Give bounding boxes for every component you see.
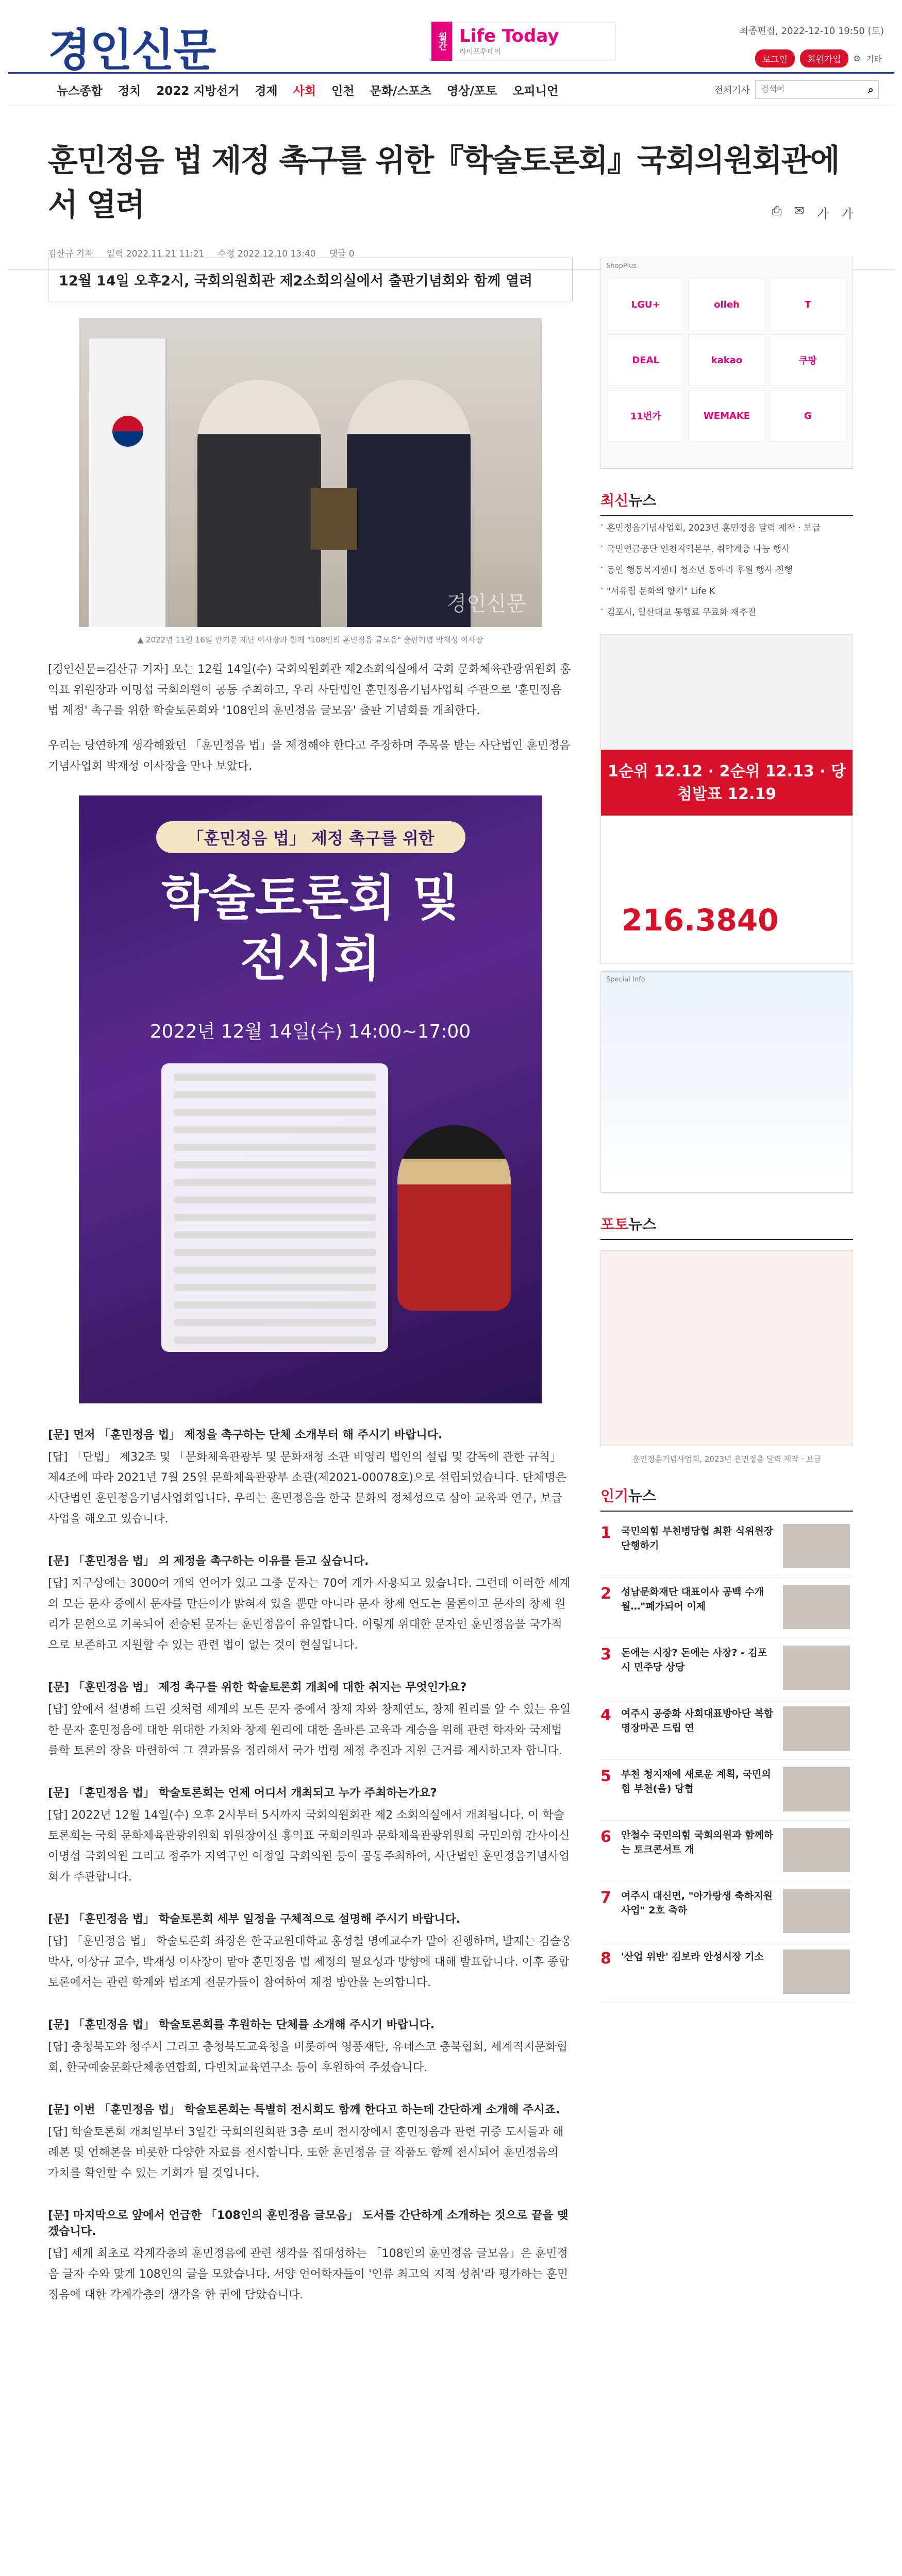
king-illustration <box>397 1125 511 1311</box>
article-paragraph: 우리는 당연하게 생각해왔던 「훈민정음 법」을 제정해야 한다고 주장하며 주목을 받는 사단법인 훈민정음기념사업회 박재성 이사장을 만나 보았다. <box>48 739 571 773</box>
nav-item[interactable]: 경제 <box>255 84 278 98</box>
list-item[interactable]: · 훈민정음기념사업회, 2023년 훈민정음 달력 제작 · 보급 <box>600 516 853 537</box>
ad-cell[interactable]: kakao <box>688 334 765 386</box>
article-subtitle: 12월 14일 오후2시, 국회의원회관 제2소회의실에서 출판기념회와 함께 열려 <box>48 258 573 301</box>
rank-thumbnail <box>783 1950 850 1994</box>
photo-news-thumbnail[interactable] <box>600 1250 853 1446</box>
rank-item[interactable] <box>600 1638 853 1699</box>
sidebar <box>600 258 853 2003</box>
event-poster[interactable] <box>79 795 542 1403</box>
rank-thumbnail <box>783 1828 850 1872</box>
rank-number: 8 <box>600 1950 611 1968</box>
rank-title: 성남문화재단 대표이사 공백 수개월…"폐가되어 이제 <box>621 1586 764 1612</box>
rank-number: 7 <box>600 1889 611 1907</box>
poster-title-line: 전시회 <box>240 930 381 987</box>
modified-date: 수정 2022.12.10 13:40 <box>218 249 316 259</box>
poster-info-box <box>161 1063 388 1352</box>
qa-item <box>48 1426 573 1530</box>
rank-thumbnail <box>783 1585 850 1629</box>
article-body <box>48 242 573 2306</box>
nav-item[interactable]: 뉴스종합 <box>57 84 103 98</box>
rank-number: 6 <box>600 1828 611 1846</box>
latest-news-heading: 최신뉴스 <box>600 489 853 516</box>
search-icon[interactable]: ⌕ <box>867 83 874 96</box>
popular-news-heading: 인기뉴스 <box>600 1485 853 1512</box>
question: [문] 「훈민정음 법」 제정 촉구를 위한 학술토론회 개최에 대한 취지는 무엇인가요? <box>48 1681 467 1694</box>
list-item[interactable]: · 동인 행동복지센터 청소년 동아리 후원 행사 진행 <box>600 558 853 580</box>
ad-cell[interactable]: olleh <box>688 279 765 330</box>
rank-number: 4 <box>600 1706 611 1724</box>
qa-list <box>48 1426 573 2306</box>
question: [문] 이번 「훈민정음 법」 학술토론회는 특별히 전시회도 함께 한다고 하는데 간단하게 소개해 주시죠. <box>48 2104 560 2116</box>
rank-title: 여주시 대신면, "아가랑생 축하지원사업" 2호 축하 <box>621 1890 773 1916</box>
life-today-title: Life Today <box>459 26 559 46</box>
rank-thumbnail <box>783 1889 850 1933</box>
question: [문] 「훈민정음 법」 학술토론회를 후원하는 단체를 소개해 주시기 바랍니다. <box>48 2019 435 2031</box>
ad-cell[interactable]: WEMAKE <box>688 390 765 442</box>
ad-label: ShopPlus <box>606 262 637 270</box>
answer: [답] 앞에서 설명해 드린 것처럼 세계의 모든 문자 중에서 창제 자와 창제연도, 창제 원리를 알 수 있는 유일한 문자 훈민정음에 대한 위대한 가치와 창제 원리에 대한 올바른 교육과 계승을 위해 관련 학자와 국제법률학 토론의 장을 마련하여 그 결과물을 정리해서 국가 법령 제정 추진과 지원 근거를 제시하고자 합니다. <box>48 1703 571 1757</box>
ad-banner-text: 1순위 12.12 · 2순위 12.13 · 당첨발표 12.19 <box>608 762 846 803</box>
photo-news-heading: 포토뉴스 <box>600 1213 853 1240</box>
nav-item[interactable]: 정치 <box>118 84 141 98</box>
photo-watermark: 경인신문 <box>446 592 526 616</box>
poster-title <box>79 868 542 989</box>
ad-cell[interactable]: T <box>770 279 846 330</box>
life-today-sub: 라이프투데이 <box>459 48 502 56</box>
list-item[interactable]: · 국민연금공단 인천지역본부, 취약계층 나눔 행사 <box>600 537 853 558</box>
list-item[interactable]: · "서유럽 문화의 향기" Life K <box>600 580 853 601</box>
rank-title: 돈에는 시장? 돈에는 사장? - 김포시 민주당 상당 <box>621 1647 767 1673</box>
special-info-label: Special Info <box>606 976 645 984</box>
ad-cell[interactable]: DEAL <box>607 334 684 386</box>
qa-item <box>48 2016 573 2078</box>
rank-thumbnail <box>783 1524 850 1568</box>
login-button[interactable]: 로그인 <box>755 49 795 67</box>
qa-item <box>48 1784 573 1888</box>
answer: [답] 지구상에는 3000여 개의 언어가 있고 그중 문자는 70여 개가 사용되고 있습니다. 그런데 이러한 세계의 모든 문자 중에서 문자를 만든이가 밝혀져 있을 뿐만 아니라 문자 창제 연도는 물론이고 문자의 창제 원리가 문헌으로 기록되어 전승된 문자는 훈민정음이 유일합니다. 이렇게 위대한 문자인 훈민정음을 국가적으로 보존하고 지원할 수 있는 관련 법이 없는 것이 현실입니다. <box>48 1577 571 1652</box>
ad-cell[interactable]: G <box>770 390 846 442</box>
question: [문] 마지막으로 앞에서 언급한 「108인의 훈민정음 글모음」 도서를 간단하게 소개하는 것으로 끝을 맺겠습니다. <box>48 2209 569 2238</box>
question: [문] 먼저 「훈민정음 법」 제정을 촉구하는 단체 소개부터 해 주시기 바랍니다. <box>48 1429 443 1442</box>
life-today-tag: 월간 <box>431 22 452 61</box>
question: [문] 「훈민정음 법」 의 제정을 촉구하는 이유를 듣고 싶습니다. <box>48 1555 369 1568</box>
main-nav <box>8 72 894 106</box>
ad-cell[interactable]: LGU+ <box>607 279 684 330</box>
nav-item[interactable]: 문화/스포츠 <box>370 84 432 98</box>
answer: [답] 「단법」 제32조 및 「문화체육관광부 및 문화재청 소관 비영리 법인의 설립 및 감독에 관한 규칙」 제4조에 따라 2021년 7월 25일 문화체육관광부 소관(제2021-00078호)으로 설립되었습니다. 단체명은 사단법인 훈민정음기념사업회입니다. 우리는 훈민정음을 한국 문화의 정체성으로 삼아 교육과 연구, 보급 사업을 해오고 있습니다. <box>48 1451 567 1526</box>
site-header <box>8 0 894 76</box>
rank-thumbnail <box>783 1646 850 1690</box>
article-title: 훈민정음 법 제정 촉구를 위한『학술토론회』국회의원회관에서 열려 <box>48 143 839 223</box>
font-down-icon[interactable]: 가 <box>841 207 853 221</box>
ad-cell[interactable]: 11번가 <box>607 390 684 442</box>
list-item[interactable]: · 김포시, 일산대교 통행료 무료화 재추진 <box>600 601 853 622</box>
person-left <box>197 380 321 627</box>
ad-price: 216.3840 <box>622 903 779 938</box>
rank-title: 국민의힘 부천병당협 최환 식위원장 단행하기 <box>621 1526 774 1551</box>
nav-item[interactable]: 인천 <box>331 84 355 98</box>
rank-item[interactable] <box>600 1760 853 1821</box>
qa-item <box>48 1552 573 1656</box>
qa-item <box>48 2207 573 2306</box>
flag-image <box>89 338 166 627</box>
rank-item[interactable] <box>600 1942 853 2003</box>
rank-number: 1 <box>600 1524 611 1542</box>
rank-number: 5 <box>600 1767 611 1785</box>
latest-news-list <box>600 516 853 622</box>
apartment-ad[interactable] <box>600 634 853 964</box>
published-date: 입력 2022.11.21 11:21 <box>106 249 205 259</box>
shop-ad[interactable] <box>600 258 853 469</box>
rank-number: 3 <box>600 1646 611 1664</box>
popular-news-list <box>600 1517 853 2003</box>
photo-caption: ▲ 2022년 11월 16일 반기문 재단 이사장과 함께 "108인의 훈민정음 글모음" 출판기념 박재성 이사장 <box>137 635 483 645</box>
article-photo[interactable] <box>79 318 542 627</box>
header-buttons <box>755 49 882 67</box>
nav-item[interactable]: 영상/포토 <box>447 84 497 98</box>
poster-date: 2022년 12월 14일(수) 14:00~17:00 <box>149 1021 471 1042</box>
comment-count[interactable]: 댓글 0 <box>329 249 355 259</box>
rank-title: 부천 청지재에 새로운 계획, 국민의힘 부천(을) 당협 <box>621 1769 771 1794</box>
rank-title: '산업 위반' 김보라 안성시장 기소 <box>621 1951 764 1962</box>
gear-icon[interactable]: ⚙ <box>853 54 861 63</box>
rank-item[interactable] <box>600 1517 853 1578</box>
question: [문] 「훈민정음 법」 학술토론회 세부 일정을 구체적으로 설명해 주시기 바랍니다. <box>48 1913 461 1926</box>
etc-button[interactable]: 기타 <box>866 54 882 64</box>
last-edited-date: 최종편집, 2022-12-10 19:50 (토) <box>739 26 884 37</box>
nav-item[interactable]: 2022 지방선거 <box>156 84 240 98</box>
print-icon[interactable]: ⎙ <box>772 204 782 218</box>
rank-title: 여주시 공중화 사회대표방아단 복합명장마곤 드립 연 <box>621 1708 774 1734</box>
poster-title-line: 학술토론회 및 <box>161 870 459 926</box>
special-info-ad[interactable] <box>600 971 853 1193</box>
life-today-banner[interactable] <box>430 22 616 61</box>
rank-title: 안철수 국민의힘 국회의원과 함께하는 토크콘서트 개 <box>621 1829 774 1855</box>
rank-thumbnail <box>783 1767 850 1811</box>
rank-item[interactable] <box>600 1578 853 1638</box>
photo-news-caption[interactable]: 훈민정음기념사업회, 2023년 훈민정음 달력 제작 · 보급 <box>632 1454 822 1464</box>
qa-item <box>48 1679 573 1761</box>
rank-item[interactable] <box>600 1699 853 1760</box>
join-button[interactable]: 회원가입 <box>800 49 848 67</box>
rank-thumbnail <box>783 1706 850 1751</box>
question: [문] 「훈민정음 법」 학술토론회는 언제 어디서 개최되고 누가 주최하는가요? <box>48 1787 437 1800</box>
rank-item[interactable] <box>600 1821 853 1882</box>
font-up-icon[interactable]: 가 <box>816 207 829 221</box>
answer: [답] 충청북도와 청주시 그리고 충청북도교육청을 비롯하여 영풍재단, 유네스코 충북협회, 세계직지문화협회, 한국예술문화단체총연합회, 다빈치교육연구소 등이 후원하여 주셨습니다. <box>48 2041 567 2074</box>
search-scope-select[interactable]: 전체기사 <box>714 85 750 96</box>
answer: [답] 「훈민정음 법」 학술토론회 좌장은 한국교원대학교 홍성철 명예교수가 맡아 진행하며, 발제는 김슬옹 박사, 이상규 교수, 박재성 이사장이 맡아 훈민정음 법 제정의 필요성과 방향에 대해 발표합니다. 이후 종합토론에서는 관련 학계와 법조계 전문가들이 참여하여 제정 방안을 논의합니다. <box>48 1935 572 1989</box>
answer: [답] 학술토론회 개최일부터 3일간 국회의원회관 3층 로비 전시장에서 훈민정음과 관련 귀중 도서들과 해례본 및 언해본을 비롯한 다양한 자료를 전시합니다. 또한 훈민정음 글 작품도 함께 전시되어 훈민정음의 가치를 확인할 수 있는 기회가 될 것입니다. <box>48 2126 564 2180</box>
rank-item[interactable] <box>600 1882 853 1942</box>
page <box>8 0 894 2301</box>
site-logo[interactable]: 경인신문 <box>48 24 215 76</box>
answer: [답] 2022년 12월 14일(수) 오후 2시부터 5시까지 국회의원회관 제2 소회의실에서 개최됩니다. 이 학술토론회는 국회 문화체육관광위원회 위원장이신 홍익표 국회의원과 문화체육관광위원회 국민의힘 간사이신 이명섭 국회의원 그리고 정주가 지역구인 이정일 국회의원 등이 공동주최하여, 사단법인 훈민정음기념사업회가 주관합니다. <box>48 1809 570 1884</box>
qa-item <box>48 1910 573 1993</box>
rank-number: 2 <box>600 1585 611 1603</box>
qa-item <box>48 2101 573 2184</box>
article-tools <box>772 204 853 222</box>
ad-cell[interactable]: 쿠팡 <box>770 334 846 386</box>
book-image <box>311 488 357 550</box>
reporter[interactable]: 김산규 기자 <box>48 249 93 259</box>
search-input[interactable] <box>755 80 879 99</box>
mail-icon[interactable]: ✉ <box>794 204 805 218</box>
poster-tag: 「훈민정음 법」 제정 촉구를 위한 <box>156 821 465 853</box>
nav-item-active[interactable]: 사회 <box>293 84 316 98</box>
answer: [답] 세계 최초로 각계각층의 훈민정음에 관련 생각을 집대성하는 「108인의 훈민정음 글모음」은 훈민정음 글자 수와 맞게 108인의 글을 모았습니다. 서양 언어학자들이 '인류 최고의 지적 성취'라 평가하는 훈민정음에 대한 각계각층의 생각을 한 권에 담았습니다. <box>48 2247 569 2301</box>
nav-item[interactable]: 오피니언 <box>512 84 559 98</box>
article-paragraph: [경인신문=김산규 기자] 오는 12월 14일(수) 국회의원회관 제2소회의실에서 국회 문화체육관광위원회 홍익표 위원장과 이명섭 국회의원이 공동 주최하고, 우리 사단법인 훈민정음기념사업회 주관으로 '훈민정음법 제정' 촉구를 위한 학술토론회와 '108인의 훈민정음 글모음' 출판 기념회를 개최한다. <box>48 663 571 717</box>
